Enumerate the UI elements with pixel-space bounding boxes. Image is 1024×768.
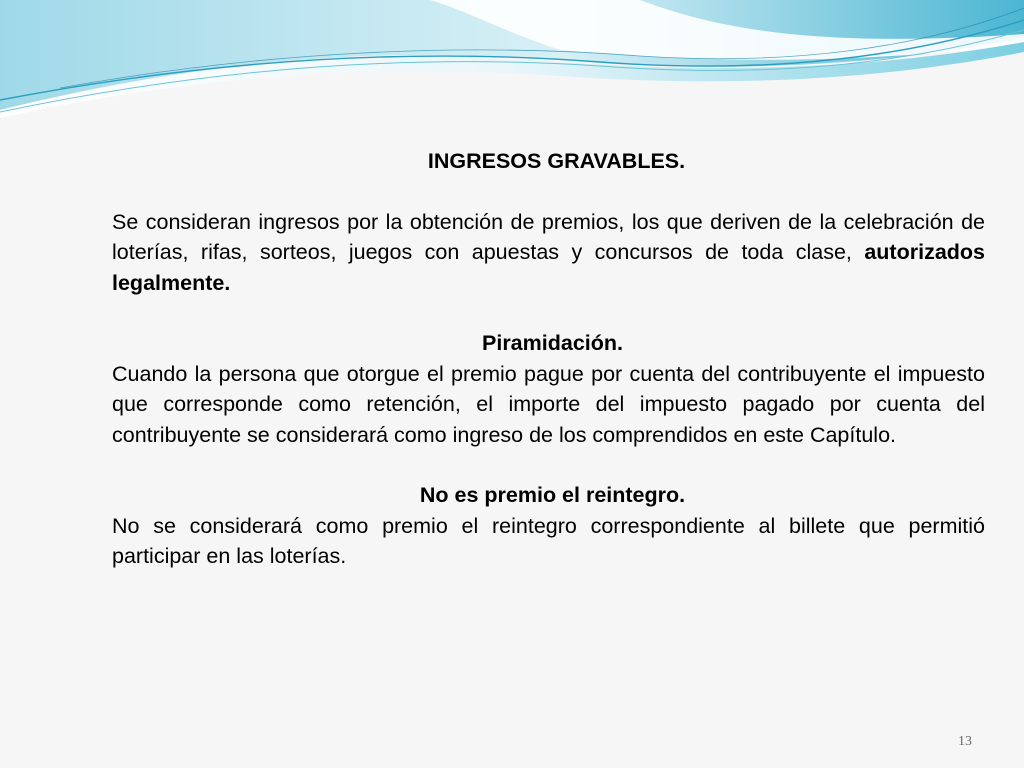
paragraph-ingresos (112, 207, 985, 299)
decorative-wave-header (0, 0, 1024, 130)
paragraph-reintegro: No se considerará como premio el reintegro correspondiente al billete que permitió participar en las loterías. (112, 513, 985, 568)
page-number: 13 (958, 734, 972, 749)
slide-body (112, 146, 985, 572)
paragraph-ingresos-bold: autorizados legalmente. (112, 240, 985, 295)
section-heading-ingresos: INGRESOS GRAVABLES. (427, 149, 686, 173)
section-heading-piramidacion: Piramidación. (482, 331, 623, 355)
section-heading-reintegro: No es premio el reintegro. (419, 483, 686, 507)
paragraph-piramidacion: Cuando la persona que otorgue el premio pague por cuenta del contribuyente el impuesto que corresponde como retención, el importe del impuesto pagado por cuenta del contribuyente se considerará como ingreso de los comprendidos en este Capítulo. (112, 361, 985, 447)
paragraph-ingresos-text: Se consideran ingresos por la obtención de premios, los que deriven de la celebración de loterías, rifas, sorteos, juegos con apuestas y concursos de toda clase, (112, 209, 985, 264)
